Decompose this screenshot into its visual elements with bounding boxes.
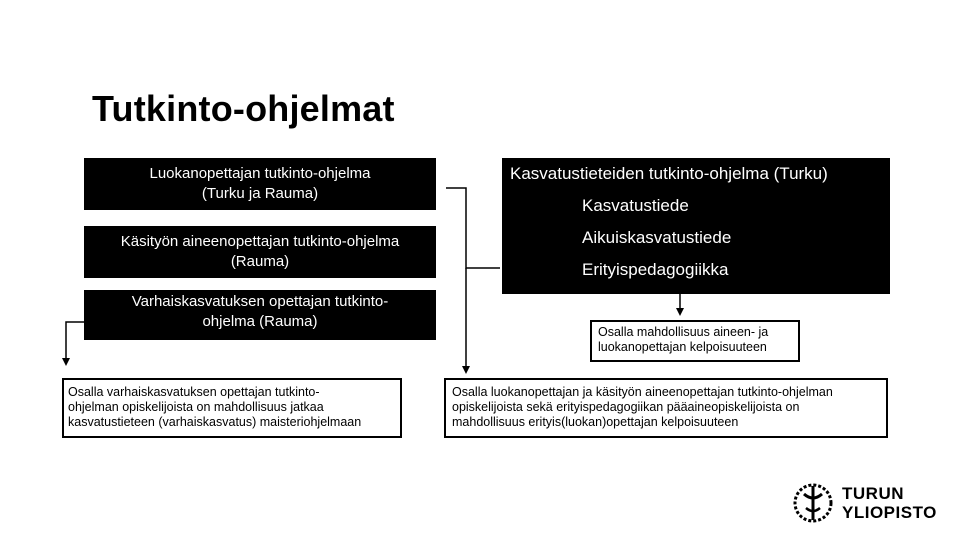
logo-text-line2: YLIOPISTO: [842, 503, 937, 522]
note-line: ohjelman opiskelijoista on mahdollisuus jatkaa: [68, 400, 324, 414]
note-line: Osalla mahdollisuus aineen- ja: [598, 325, 769, 339]
program-line: Varhaiskasvatuksen opettajan tutkinto-: [131, 293, 389, 310]
program-line: Käsityön aineenopettajan tutkinto-ohjelma: [120, 233, 400, 250]
note-line: Osalla varhaiskasvatuksen opettajan tutkinto-: [68, 385, 320, 399]
university-logo: [790, 480, 940, 526]
program-line: (Rauma): [230, 253, 290, 270]
note-line: Osalla luokanopettajan ja käsityön aineenopettajan tutkinto-ohjelman: [452, 385, 833, 399]
major-aikuiskasvatustiede: Aikuiskasvatustiede: [582, 228, 732, 247]
program-title: Kasvatustieteiden tutkinto-ohjelma (Turku): [510, 164, 828, 183]
note-line: mahdollisuus erityis(luokan)opettajan kelpoisuuteen: [452, 415, 739, 429]
note-line: opiskelijoista sekä erityispedagogiikan pääaineopiskelijoista on: [452, 400, 800, 414]
logo-text-line1: TURUN: [842, 484, 904, 503]
note-line: kasvatustieteen (varhaiskasvatus) maisteriohjelmaan: [68, 415, 362, 429]
university-seal-icon: [790, 480, 836, 526]
connector-varhaiskasvatus: [66, 322, 84, 362]
slide-title: Tutkinto-ohjelmat: [92, 88, 395, 129]
note-line: luokanopettajan kelpoisuuteen: [598, 340, 767, 354]
program-line: Luokanopettajan tutkinto-ohjelma: [149, 165, 371, 182]
program-line: (Turku ja Rauma): [201, 185, 319, 202]
major-kasvatustiede: Kasvatustiede: [582, 196, 689, 215]
program-line: ohjelma (Rauma): [202, 313, 318, 330]
connector-luokanopettaja: [446, 188, 500, 268]
major-erityispedagogiikka: Erityispedagogiikka: [582, 260, 729, 279]
